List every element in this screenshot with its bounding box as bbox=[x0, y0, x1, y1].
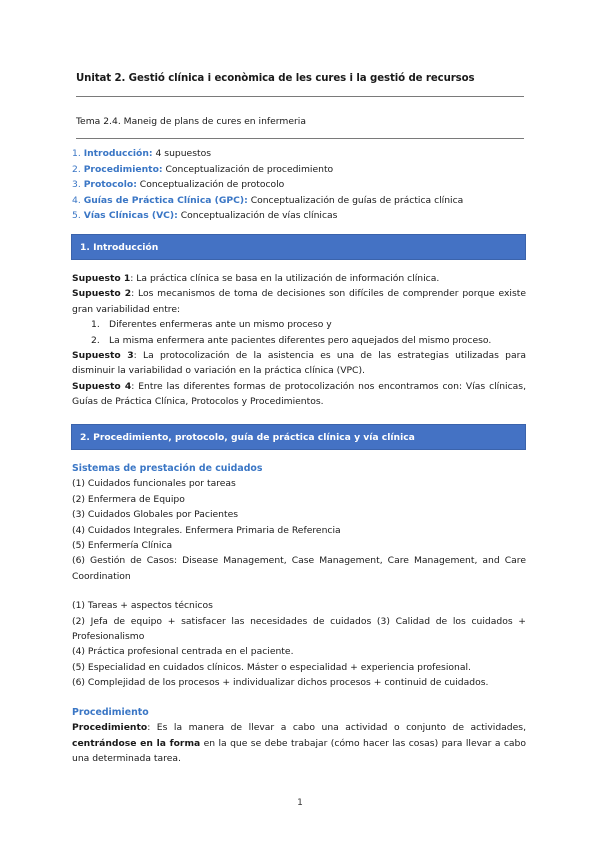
page-number: 1 bbox=[297, 798, 303, 808]
list-item: (5) Especialidad en cuidados clínicos. Máster o especialidad + experiencia profesional. bbox=[72, 661, 471, 673]
supuesto-2: Supuesto 2: Los mecanismos de toma de decisiones son difíciles de comprender porque existe gran variabilidad entre: bbox=[72, 288, 526, 315]
unit-title: Unitat 2. Gestió clínica i econòmica de les cures i la gestió de recursos bbox=[76, 73, 475, 84]
toc-item: 3. Protocolo: Conceptualización de protocolo bbox=[72, 179, 285, 191]
procedimiento-definition: Procedimiento: Es la manera de llevar a cabo una actividad o conjunto de actividades, centrándose en la forma en la que se debe trabajar (cómo hacer las cosas) para llevar a cabo una determinada tarea. bbox=[72, 722, 526, 764]
toc-item: 2. Procedimiento: Conceptualización de procedimiento bbox=[72, 163, 334, 175]
table-of-contents bbox=[72, 146, 463, 224]
section-heading-procedimiento: 2. Procedimiento, protocolo, guía de práctica clínica y vía clínica bbox=[71, 424, 526, 450]
toc-item: 1. Introducción: 4 supuestos bbox=[72, 148, 211, 159]
list-item: (6) Complejidad de los procesos + individualizar dichos procesos + continuid de cuidados. bbox=[72, 677, 489, 689]
supuesto-1: Supuesto 1: La práctica clínica se basa en la utilización de información clínica. bbox=[72, 273, 440, 284]
header-rule bbox=[76, 96, 524, 97]
list-item: (2) Enfermera de Equipo bbox=[72, 493, 185, 505]
topic-rule bbox=[76, 138, 524, 139]
toc-item: 5. Vías Clínicas (VC): Conceptualización de vías clínicas bbox=[72, 210, 338, 222]
list-item: 2. La misma enfermera ante pacientes diferentes pero aquejados del mismo proceso. bbox=[91, 334, 492, 346]
section-heading-introduccion: 1. Introducción bbox=[71, 234, 526, 260]
list-item: (4) Cuidados Integrales. Enfermera Primaria de Referencia bbox=[72, 524, 341, 536]
list-item: 1. Diferentes enfermeras ante un mismo proceso y bbox=[91, 319, 332, 331]
list-item: (5) Enfermería Clínica bbox=[72, 540, 173, 552]
systems-heading: Sistemas de prestación de cuidados bbox=[72, 463, 263, 474]
list-item: (1) Cuidados funcionales por tareas bbox=[72, 478, 236, 490]
list-item: (6) Gestión de Casos: Disease Management, Case Management, Care Management, and Care Coordination bbox=[72, 555, 526, 582]
list-item: (2) Jefa de equipo + satisfacer las necesidades de cuidados (3) Calidad de los cuidados + Profesionalismo bbox=[72, 615, 526, 643]
supuesto-4: Supuesto 4: Entre las diferentes formas de protocolización nos encontramos con: Vías clínicas, Guías de Práctica Clínica, Protocolos y Procedimientos. bbox=[72, 380, 526, 408]
topic-title: Tema 2.4. Maneig de plans de cures en infermeria bbox=[76, 116, 306, 127]
list-item: (3) Cuidados Globales por Pacientes bbox=[72, 509, 239, 521]
supuesto-3: Supuesto 3: La protocolización de la asistencia es una de las estrategias utilizadas para disminuir la variabilidad o variación en la práctica clínica (VPC). bbox=[72, 350, 526, 377]
procedimiento-heading: Procedimiento bbox=[72, 706, 149, 718]
list-item: (4) Práctica profesional centrada en el paciente. bbox=[72, 646, 294, 658]
toc-item: 4. Guías de Práctica Clínica (GPC): Conceptualización de guías de práctica clínica bbox=[72, 194, 464, 206]
section-procedimiento-body bbox=[72, 461, 526, 766]
section-introduccion-body bbox=[72, 271, 526, 410]
list-item: (1) Tareas + aspectos técnicos bbox=[72, 600, 213, 612]
